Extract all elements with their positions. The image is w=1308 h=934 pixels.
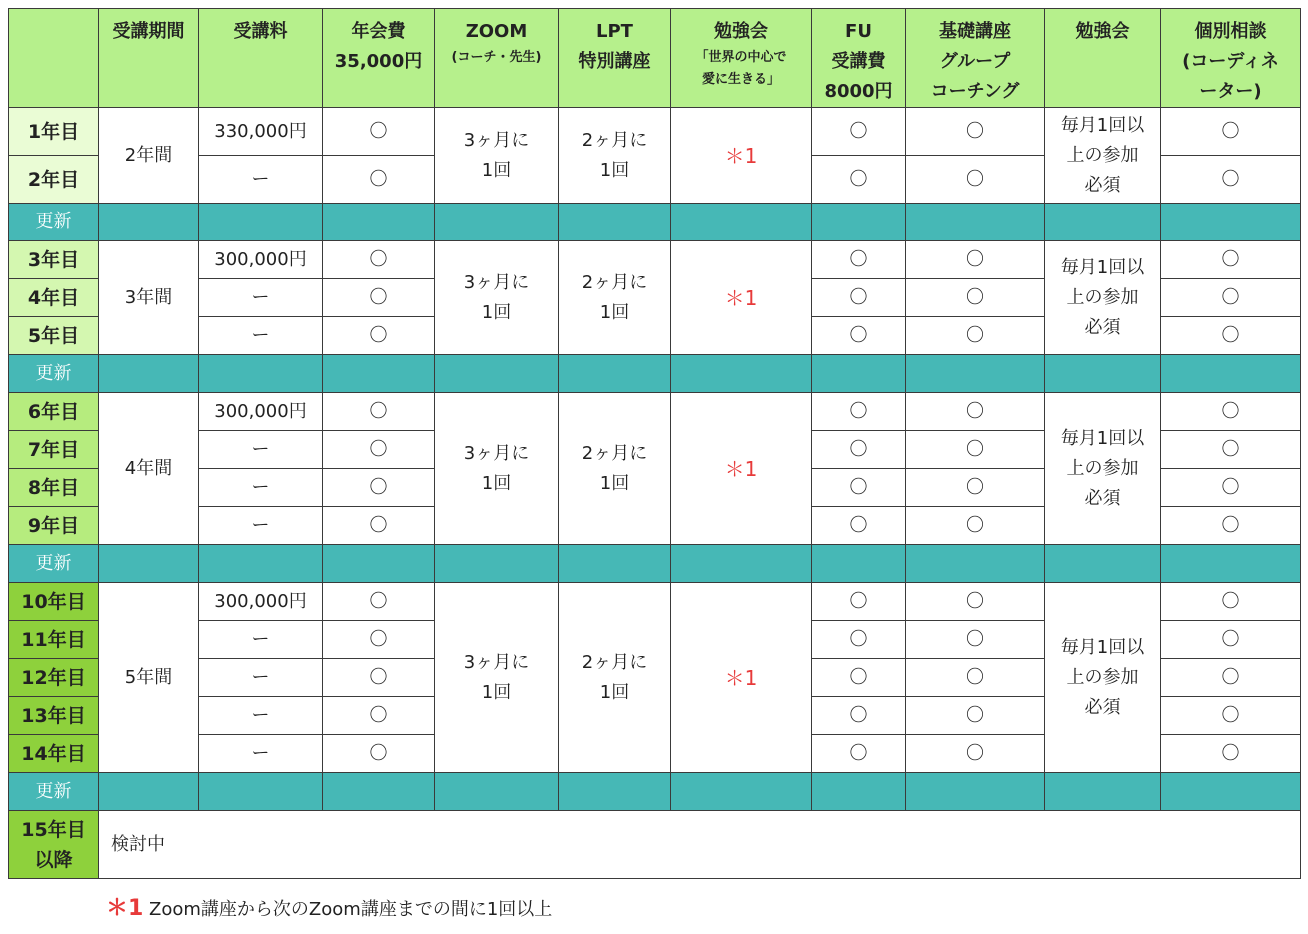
annual-fee-mark: 〇	[323, 507, 435, 545]
year-cell: 9年目	[9, 507, 99, 545]
year-cell: 6年目	[9, 393, 99, 431]
basic-course-mark: 〇	[906, 156, 1045, 204]
lpt-cell: 2ヶ月に 1回	[559, 393, 671, 545]
annual-fee-mark: 〇	[323, 241, 435, 279]
fee-table	[8, 8, 1301, 879]
table-row	[9, 393, 1301, 431]
year-cell: 13年目	[9, 697, 99, 735]
basic-course-mark: 〇	[906, 317, 1045, 355]
header-lpt: LPT 特別講座	[559, 9, 671, 108]
zoom-cell: 3ヶ月に 1回	[435, 583, 559, 773]
study-cell: 毎月1回以 上の参加 必須	[1045, 393, 1161, 545]
annual-fee-mark: 〇	[323, 431, 435, 469]
renewal-row	[9, 204, 1301, 241]
consultation-mark: 〇	[1161, 697, 1301, 735]
fee-cell: ー	[199, 279, 323, 317]
fu-mark: 〇	[812, 156, 906, 204]
zoom-cell: 3ヶ月に 1回	[435, 393, 559, 545]
basic-course-mark: 〇	[906, 659, 1045, 697]
consultation-mark: 〇	[1161, 583, 1301, 621]
consultation-mark: 〇	[1161, 469, 1301, 507]
fu-mark: 〇	[812, 469, 906, 507]
annual-fee-mark: 〇	[323, 621, 435, 659]
fu-mark: 〇	[812, 735, 906, 773]
footnote	[106, 894, 552, 925]
annual-fee-mark: 〇	[323, 697, 435, 735]
basic-course-mark: 〇	[906, 621, 1045, 659]
header-study: 勉強会	[1045, 9, 1161, 108]
annual-fee-mark: 〇	[323, 469, 435, 507]
lpt-cell: 2ヶ月に 1回	[559, 583, 671, 773]
consultation-mark: 〇	[1161, 659, 1301, 697]
fu-mark: 〇	[812, 393, 906, 431]
annual-fee-mark: 〇	[323, 583, 435, 621]
basic-course-mark: 〇	[906, 431, 1045, 469]
header-fu: FU 受講費 8000円	[812, 9, 906, 108]
basic-course-mark: 〇	[906, 469, 1045, 507]
study-note-mark: ＊1	[671, 241, 812, 355]
period-cell: 3年間	[99, 241, 199, 355]
year-cell: 4年目	[9, 279, 99, 317]
fee-cell: ー	[199, 431, 323, 469]
fu-mark: 〇	[812, 659, 906, 697]
renewal-row	[9, 355, 1301, 393]
header-year	[9, 9, 99, 108]
table-row	[9, 108, 1301, 156]
year-cell: 8年目	[9, 469, 99, 507]
fee-cell: 300,000円	[199, 583, 323, 621]
fu-mark: 〇	[812, 241, 906, 279]
footnote-text: Zoom講座から次のZoom講座までの間に1回以上	[143, 899, 553, 920]
header-zoom: ZOOM (コーチ・先生)	[435, 9, 559, 108]
fee-cell: 300,000円	[199, 241, 323, 279]
lpt-cell: 2ヶ月に 1回	[559, 241, 671, 355]
renewal-label: 更新	[9, 355, 99, 393]
renewal-label: 更新	[9, 204, 99, 241]
period-cell: 4年間	[99, 393, 199, 545]
study-note-mark: ＊1	[671, 108, 812, 204]
fee-cell: ー	[199, 507, 323, 545]
header-consultation: 個別相談 (コーディネ ーター)	[1161, 9, 1301, 108]
fu-mark: 〇	[812, 697, 906, 735]
fee-cell: ー	[199, 621, 323, 659]
renewal-label: 更新	[9, 773, 99, 811]
year-cell: 2年目	[9, 156, 99, 204]
year-cell: 12年目	[9, 659, 99, 697]
consultation-mark: 〇	[1161, 507, 1301, 545]
year-cell: 11年目	[9, 621, 99, 659]
final-row	[9, 811, 1301, 879]
header-fee: 受講料	[199, 9, 323, 108]
header-period: 受講期間	[99, 9, 199, 108]
basic-course-mark: 〇	[906, 507, 1045, 545]
header-row	[9, 9, 1301, 108]
header-study-group: 勉強会 「世界の中心で 愛に生きる」	[671, 9, 812, 108]
year-cell: 7年目	[9, 431, 99, 469]
annual-fee-mark: 〇	[323, 317, 435, 355]
fu-mark: 〇	[812, 108, 906, 156]
period-cell: 5年間	[99, 583, 199, 773]
year-cell: 5年目	[9, 317, 99, 355]
study-cell: 毎月1回以 上の参加 必須	[1045, 583, 1161, 773]
renewal-row	[9, 773, 1301, 811]
fee-cell: 300,000円	[199, 393, 323, 431]
basic-course-mark: 〇	[906, 735, 1045, 773]
basic-course-mark: 〇	[906, 108, 1045, 156]
study-note-mark: ＊1	[671, 393, 812, 545]
study-note-mark: ＊1	[671, 583, 812, 773]
annual-fee-mark: 〇	[323, 279, 435, 317]
annual-fee-mark: 〇	[323, 735, 435, 773]
consultation-mark: 〇	[1161, 156, 1301, 204]
fee-cell: ー	[199, 659, 323, 697]
consultation-mark: 〇	[1161, 317, 1301, 355]
zoom-cell: 3ヶ月に 1回	[435, 108, 559, 204]
fee-cell: ー	[199, 697, 323, 735]
fu-mark: 〇	[812, 621, 906, 659]
fee-cell: ー	[199, 156, 323, 204]
year-cell: 1年目	[9, 108, 99, 156]
lpt-cell: 2ヶ月に 1回	[559, 108, 671, 204]
consultation-mark: 〇	[1161, 108, 1301, 156]
annual-fee-mark: 〇	[323, 393, 435, 431]
consultation-mark: 〇	[1161, 241, 1301, 279]
zoom-cell: 3ヶ月に 1回	[435, 241, 559, 355]
header-annual-fee: 年会費 35,000円	[323, 9, 435, 108]
year-cell: 15年目 以降	[9, 811, 99, 879]
year-cell: 10年目	[9, 583, 99, 621]
fee-cell: 330,000円	[199, 108, 323, 156]
year-cell: 14年目	[9, 735, 99, 773]
annual-fee-mark: 〇	[323, 156, 435, 204]
consultation-mark: 〇	[1161, 279, 1301, 317]
fee-cell: ー	[199, 317, 323, 355]
annual-fee-mark: 〇	[323, 108, 435, 156]
consultation-mark: 〇	[1161, 621, 1301, 659]
consultation-mark: 〇	[1161, 431, 1301, 469]
fee-cell: ー	[199, 469, 323, 507]
year-cell: 3年目	[9, 241, 99, 279]
study-cell: 毎月1回以 上の参加 必須	[1045, 241, 1161, 355]
fee-table-container	[8, 8, 1301, 879]
fee-cell: ー	[199, 735, 323, 773]
basic-course-mark: 〇	[906, 393, 1045, 431]
basic-course-mark: 〇	[906, 279, 1045, 317]
fu-mark: 〇	[812, 279, 906, 317]
consultation-mark: 〇	[1161, 735, 1301, 773]
basic-course-mark: 〇	[906, 241, 1045, 279]
table-row	[9, 583, 1301, 621]
annual-fee-mark: 〇	[323, 659, 435, 697]
study-cell: 毎月1回以 上の参加 必須	[1045, 108, 1161, 204]
fu-mark: 〇	[812, 317, 906, 355]
header-basic-course: 基礎講座 グループ コーチング	[906, 9, 1045, 108]
fu-mark: 〇	[812, 507, 906, 545]
renewal-row	[9, 545, 1301, 583]
consultation-mark: 〇	[1161, 393, 1301, 431]
renewal-label: 更新	[9, 545, 99, 583]
basic-course-mark: 〇	[906, 697, 1045, 735]
basic-course-mark: 〇	[906, 583, 1045, 621]
fu-mark: 〇	[812, 431, 906, 469]
fu-mark: 〇	[812, 583, 906, 621]
period-cell: 2年間	[99, 108, 199, 204]
pending-text: 検討中	[99, 811, 1301, 879]
footnote-mark: ＊1	[106, 896, 144, 921]
table-row	[9, 241, 1301, 279]
